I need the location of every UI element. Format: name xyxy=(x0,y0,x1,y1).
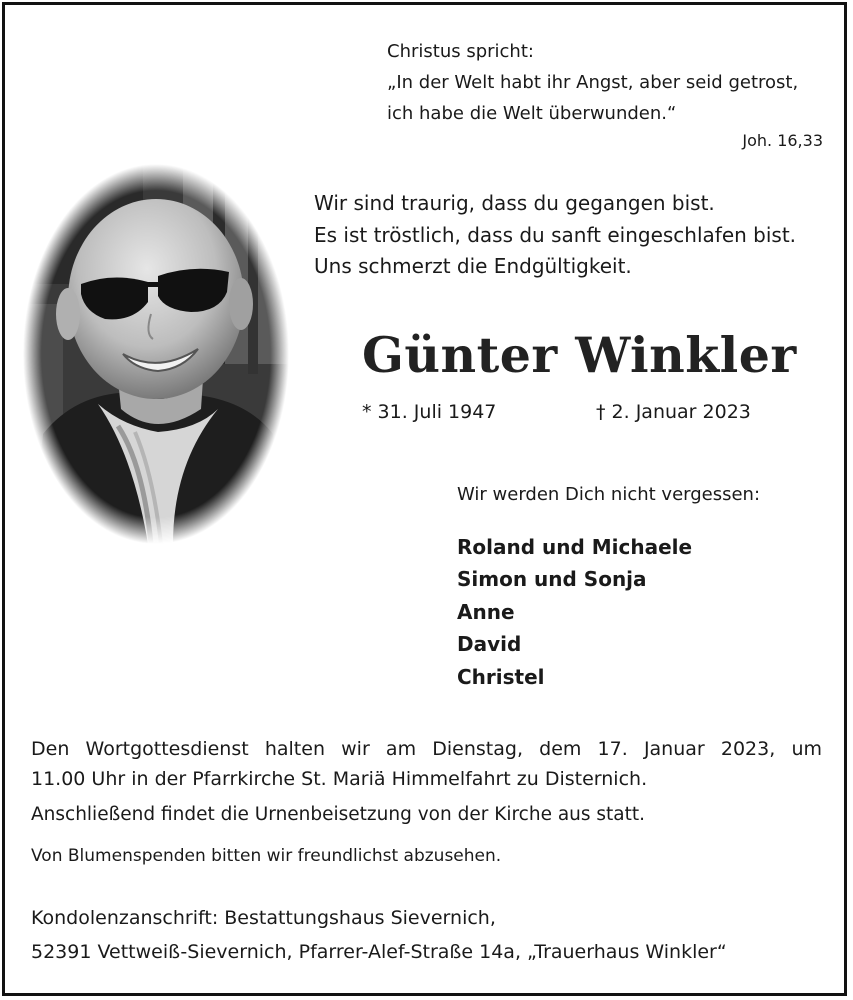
address-line-2: 52391 Vettweiß-Sievernich, Pfarrer-Alef-Straße 14a, „Trauerhaus Winkler“ xyxy=(31,941,727,963)
intro-line: Wir sind traurig, dass du gegangen bist. xyxy=(314,191,715,215)
address-line-1: Kondolenzanschrift: Bestattungshaus Sievernich, xyxy=(31,907,496,929)
mourner-name: Anne xyxy=(457,599,515,624)
portrait-photo xyxy=(23,164,289,544)
service-line-2: 11.00 Uhr in der Pfarrkirche St. Mariä Himmelfahrt zu Disternich. xyxy=(31,768,648,790)
mourner-name: Roland und Michaele xyxy=(457,535,693,559)
bible-verse xyxy=(387,36,798,129)
intro-line: Es ist tröstlich, dass du sanft eingeschlafen bist. xyxy=(314,222,797,247)
verse-line-2: ich habe die Welt überwunden.“ xyxy=(387,103,677,124)
verse-reference: Joh. 16,33 xyxy=(742,131,823,150)
service-line-1: Den Wortgottesdienst halten wir am Dienstag, dem 17. Januar 2023, um xyxy=(31,738,822,760)
mourner-name: Christel xyxy=(457,664,545,689)
verse-intro: Christus spricht: xyxy=(387,41,534,62)
flowers-note: Von Blumenspenden bitten wir freundlichst abzusehen. xyxy=(31,846,502,866)
intro-line: Uns schmerzt die Endgültigkeit. xyxy=(314,254,632,278)
verse-line-1: „In der Welt habt ihr Angst, aber seid getrost, xyxy=(387,72,799,93)
condolence-address xyxy=(31,901,727,969)
mourner-name: Simon und Sonja xyxy=(457,567,647,592)
mourner-name: David xyxy=(457,632,522,657)
deceased-name: Günter Winkler xyxy=(362,326,797,384)
mourners-list xyxy=(457,531,692,693)
service-info xyxy=(31,734,822,794)
birth-date: * 31. Juli 1947 xyxy=(362,401,497,423)
burial-info: Anschließend findet die Urnenbeisetzung von der Kirche aus statt. xyxy=(31,804,646,825)
intro-text xyxy=(314,188,796,283)
death-date: † 2. Januar 2023 xyxy=(596,401,751,423)
mourners-heading: Wir werden Dich nicht vergessen: xyxy=(457,484,761,505)
